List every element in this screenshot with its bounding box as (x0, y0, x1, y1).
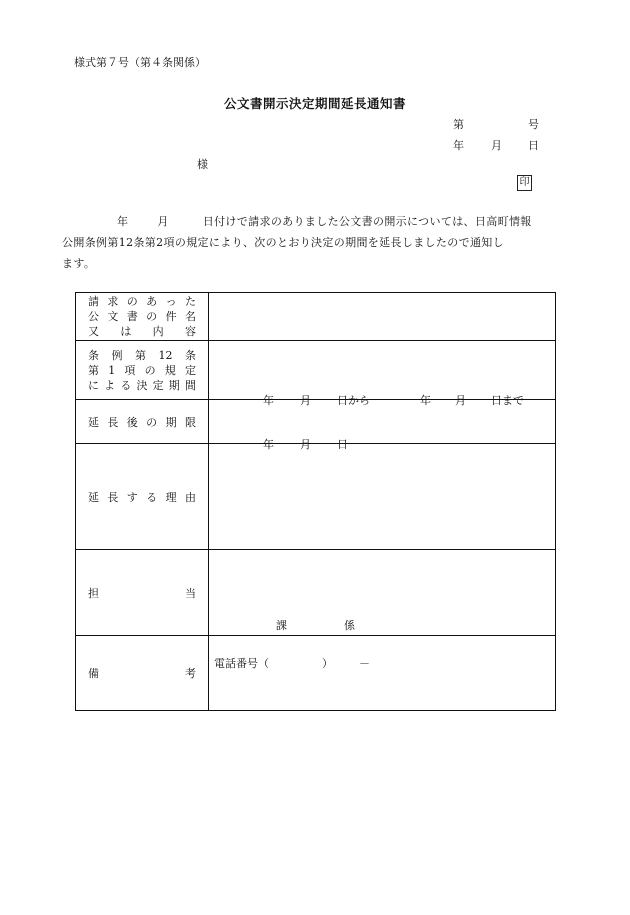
label-char: 間 (184, 378, 196, 392)
label-line (88, 363, 196, 378)
label-line (88, 348, 196, 363)
deadline-day: 日 (337, 437, 348, 451)
label-remarks (76, 636, 209, 711)
label-request-subject (76, 293, 209, 341)
doc-number-prefix: 第 (453, 118, 464, 131)
label-char: 又 (88, 325, 99, 338)
label-char: 項 (124, 363, 136, 377)
label-char: の (146, 415, 158, 429)
notice-year: 年 (117, 215, 129, 228)
label-char: る (120, 378, 132, 392)
label-char: 条 (185, 348, 196, 362)
date-year: 年 (453, 139, 464, 152)
label-char: 期 (165, 415, 177, 429)
label-char: 公 (88, 310, 99, 323)
label-char: 名 (184, 310, 196, 323)
label-char: 担 (88, 586, 99, 600)
label-char: 書 (126, 310, 138, 323)
label-line (88, 309, 196, 324)
from-year: 年 (263, 394, 274, 407)
label-char: 延 (88, 415, 99, 429)
doc-number-suffix: 号 (528, 118, 539, 131)
label-char: 由 (184, 490, 196, 504)
deadline-year: 年 (263, 437, 274, 451)
field-remarks[interactable] (209, 636, 556, 711)
notice-line-1 (62, 211, 558, 232)
label-char: 考 (185, 667, 196, 680)
document-title: 公文書開示決定期間延長通知書 (223, 96, 406, 111)
label-char: 規 (164, 363, 176, 377)
addressee-honorific: 様 (197, 158, 208, 171)
section-label: 課 (276, 618, 287, 632)
label-char: 文 (107, 310, 119, 323)
notice-month: 月 (157, 215, 169, 228)
label-char: 容 (184, 325, 196, 338)
label-char: 請 (88, 295, 99, 308)
label-char: 限 (184, 415, 196, 429)
label-line (88, 489, 196, 505)
label-decision-period (76, 341, 209, 400)
label-char: 例 (111, 348, 123, 362)
from-day: 日から (337, 394, 370, 407)
label-char: の (126, 295, 138, 308)
row-contact-person (76, 550, 556, 636)
label-char: よ (104, 378, 116, 392)
label-char: 備 (88, 667, 99, 680)
label-char: 条 (88, 348, 99, 362)
label-char: 求 (107, 295, 119, 308)
label-char: 延 (88, 490, 99, 504)
row-decision-period (76, 341, 556, 400)
field-decision-period[interactable] (209, 341, 556, 407)
label-char: 決 (136, 378, 148, 392)
label-line (88, 378, 196, 393)
label-line (88, 414, 196, 430)
label-char: 長 (107, 415, 119, 429)
label-char: 件 (165, 310, 177, 323)
label-char: 第 (88, 363, 99, 377)
label-char: の (144, 363, 156, 377)
label-char: 期 (168, 378, 180, 392)
row-extended-deadline (76, 400, 556, 444)
notice-line-3: ます。 (62, 257, 96, 270)
label-char: 後 (126, 415, 138, 429)
label-char: 定 (152, 378, 164, 392)
label-char: 定 (184, 363, 196, 377)
label-char: 12 (158, 348, 173, 362)
label-extended-deadline (76, 400, 209, 444)
row-request-subject (76, 293, 556, 341)
label-char: 当 (185, 586, 196, 600)
notice-body (62, 211, 558, 274)
row-remarks (76, 636, 556, 711)
field-request-subject[interactable] (209, 293, 556, 341)
label-char: 第 (135, 348, 146, 362)
label-contact-person (76, 550, 209, 636)
label-char: に (88, 378, 99, 392)
label-char: る (146, 490, 158, 504)
label-char: た (184, 295, 196, 308)
form-number: 様式第７号（第４条関係） (74, 56, 206, 69)
to-month: 月 (455, 394, 466, 407)
field-extension-reason[interactable] (209, 444, 556, 550)
to-day: 日まで (491, 394, 524, 407)
phone-label: 電話番号（ (214, 656, 269, 670)
label-extension-reason (76, 444, 209, 550)
notice-line-1-text: 日付けで請求のありました公文書の開示については、日高町情報 (202, 215, 532, 228)
notice-table (75, 292, 556, 711)
phone-dash: － (359, 656, 370, 670)
label-char: 理 (165, 490, 177, 504)
label-line (88, 324, 196, 339)
date-month: 月 (491, 139, 502, 152)
to-year: 年 (420, 394, 431, 407)
subsection-label: 係 (344, 618, 355, 632)
label-char: 1 (108, 363, 116, 377)
label-char: の (146, 310, 158, 323)
label-char: す (126, 490, 138, 504)
label-char: 長 (107, 490, 119, 504)
row-extension-reason (76, 444, 556, 550)
seal-stamp: 印 (517, 175, 532, 191)
deadline-month: 月 (300, 437, 311, 451)
phone-close-paren: ） (322, 656, 333, 670)
label-line (88, 294, 196, 309)
label-char: っ (165, 295, 177, 308)
label-char: 内 (152, 325, 164, 338)
label-char: あ (146, 295, 158, 308)
label-char: は (120, 325, 132, 338)
from-month: 月 (300, 394, 311, 407)
field-contact-person[interactable] (209, 550, 556, 670)
notice-line-2: 公開条例第12条第2項の規定により、次のとおり決定の期間を延長しましたので通知し (62, 236, 504, 249)
date-day: 日 (528, 139, 539, 152)
